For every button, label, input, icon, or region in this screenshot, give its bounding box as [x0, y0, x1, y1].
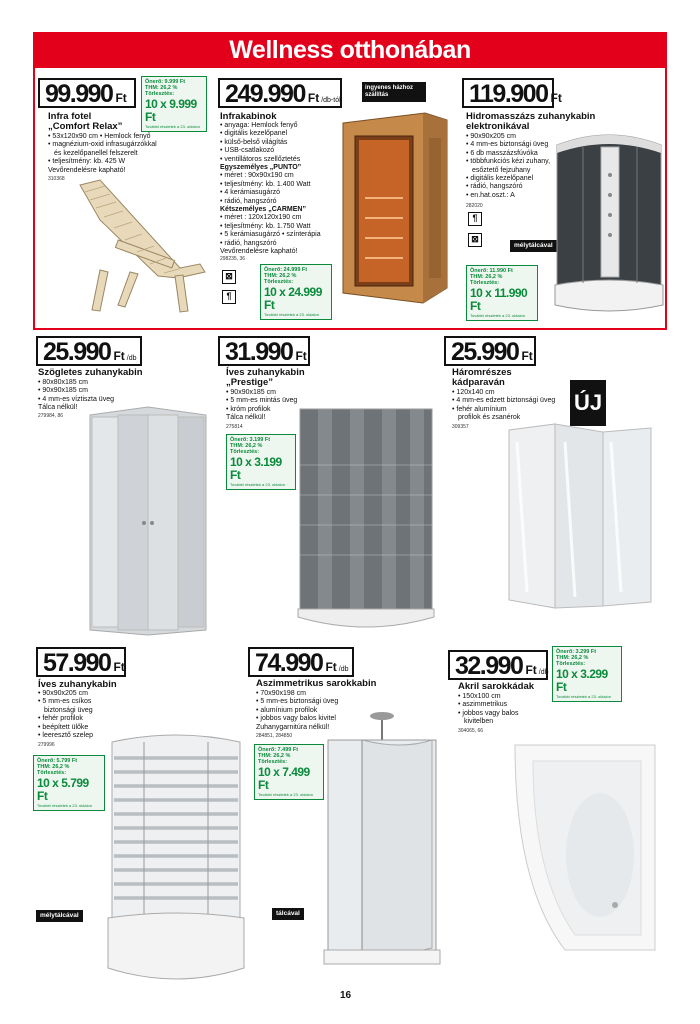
sku: 275814 [226, 424, 243, 430]
product-title: Szögletes zuhanykabin [38, 367, 143, 378]
price-tag: 25.990 Ft /db [36, 336, 142, 366]
price-tag: 99.990 Ft [38, 78, 136, 108]
sku: 304065, 66 [458, 728, 484, 734]
spec-list: • 90x90x185 cm • 5 mm-es mintás üveg • króm profilok Tálca nélkül! [226, 389, 297, 423]
credit-box: Önerő: 3.199 Ft THM: 26,2 % Törlesztés: 10 x 3.199 Ft További részletek a 23. oldalon [226, 434, 296, 490]
spec-list: • 70x90x198 cm • 5 mm-es biztonsági üveg • alumínium profilok • jobbos vagy balos kivitel Zuhanygarnitúra nélkül! [256, 690, 338, 732]
hydromassage-cabin-image [553, 125, 665, 317]
sku: 309357 [452, 424, 469, 430]
plug-icon: ¶ [468, 212, 482, 226]
deep-tray-tag: mélytálcával [36, 910, 83, 922]
spec-list: • 120x140 cm • 4 mm-es edzett biztonsági üveg • fehér alumínium profilok és zsanérok [452, 389, 555, 423]
price-tag: 31.990 Ft [218, 336, 310, 366]
infra-cabin-image [335, 108, 453, 308]
sku: 284851, 284850 [256, 733, 293, 739]
page-number: 16 [340, 990, 352, 1001]
spec-list: • 90x90x205 cm • 5 mm-es csíkos biztonsági üveg • fehér profilok • beépített ülőke • leeresztő szelep [38, 690, 93, 740]
recycle-icon: ⊠ [222, 270, 236, 284]
product-title: Infra fotel „Comfort Relax” [48, 111, 123, 132]
sku: 310368 [48, 176, 65, 182]
credit-box: Önerő: 11.990 Ft THM: 26,2 % Törlesztés: 10 x 11.990 Ft További részletek a 23. oldalon [466, 265, 538, 321]
spec-list: • 53x120x90 cm • Hemlock fenyő • magnézium-oxid infrasugárzókkal és kezelőpanellel felszerelt • teljesítmény: kb. 425 W Vevőrendelésre kapható! [48, 133, 157, 175]
plug-icon: ¶ [222, 290, 236, 304]
product-title: Háromrészes kádparaván [452, 367, 512, 388]
price-tag: 119.900 Ft [462, 78, 554, 108]
spec-list: • 90x90x205 cm • 4 mm-es biztonsági üveg • 6 db masszázsfúvóka • többfunkciós kézi zuhany, esőztető fejzuhany • digitális kezelőpanel • rádió, hangszóró • en.hat.oszt.: A [466, 133, 550, 200]
credit-box: Önerő: 24.999 Ft THM: 26,2 % Törlesztés: 10 x 24.999 Ft További részletek a 23. oldalon [260, 264, 332, 320]
corner-bathtub-image [505, 735, 665, 960]
corner-cabin-image [322, 710, 442, 980]
credit-box: Önerő: 3.299 Ft THM: 26,2 % Törlesztés: 10 x 3.299 Ft További részletek a 23. oldalon [552, 646, 622, 702]
price-tag: 32.990 Ft /db [448, 650, 548, 680]
sku: 279984, 86 [38, 413, 64, 419]
free-delivery-tag: ingyenes házhoz szállítás [362, 82, 426, 102]
product-title: Akril sarokkádak [458, 681, 535, 692]
square-cabin-image [88, 405, 208, 635]
credit-box: Önerő: 5.799 Ft THM: 26,2 % Törlesztés: 10 x 5.799 Ft További részletek a 23. oldalon [33, 755, 105, 811]
product-title: Íves zuhanykabin [38, 679, 117, 690]
deep-tray-tag: mélytálcával [510, 240, 557, 252]
tray-tag: tálcával [272, 908, 304, 920]
product-title: Íves zuhanykabin „Prestige” [226, 367, 305, 388]
new-badge: ÚJ [570, 380, 606, 426]
bath-screen-image [505, 422, 655, 612]
product-title: Infrakabinok [220, 111, 277, 122]
credit-box: Önerő: 7.499 Ft THM: 26,2 % Törlesztés: 10 x 7.499 Ft További részletek a 23. oldalon [254, 744, 324, 800]
price-tag: 74.990 Ft /db [248, 647, 354, 677]
spec-list: • 80x80x185 cm • 90x90x185 cm • 4 mm-es víztiszta üveg Tálca nélkül! [38, 379, 114, 413]
product-title: Hidromasszázs zuhanykabin elektronikával [466, 111, 596, 132]
sku: 282020 [466, 203, 483, 209]
sku: 298235, 36 [220, 256, 246, 262]
price-tag: 57.990 Ft [36, 647, 126, 677]
quadrant-cabin-image [298, 405, 434, 635]
sku: 279996 [38, 742, 55, 748]
spec-list: • anyaga: Hemlock fenyő • digitális kezelőpanel • külső-belső világítás • USB-csatlakozó • ventillátoros szellőztetés Egyszemélyes „PUNTO” • méret : 90x90x190 cm • teljesítmény: kb. 1.400 Watt • 4 kerámiasugárzó • rádió, hangszóró Kétszemélyes „CARMEN” • méret : 120x120x190 cm • teljesítmény: kb. 1.750 Watt • 5 kerámiasugárzó • színterápia • rádió, hangszóró Vevőrendelésre kapható! [220, 122, 321, 257]
lounger-image [60, 180, 210, 320]
credit-box: Önerő: 9.999 Ft THM: 26,2 % Törlesztés: 10 x 9.999 Ft További részletek a 23. oldalon [141, 76, 207, 132]
page-banner: Wellness otthonában [33, 32, 667, 68]
product-title: Aszimmetrikus sarokkabin [256, 678, 377, 689]
price-tag: 249.990 Ft /db-tól [218, 78, 342, 108]
spec-list: • 150x100 cm • aszimmetrikus • jobbos vagy balos kivitelben [458, 693, 518, 727]
striped-cabin-image [108, 728, 244, 988]
price-tag: 25.990 Ft [444, 336, 536, 366]
recycle-icon: ⊠ [468, 233, 482, 247]
